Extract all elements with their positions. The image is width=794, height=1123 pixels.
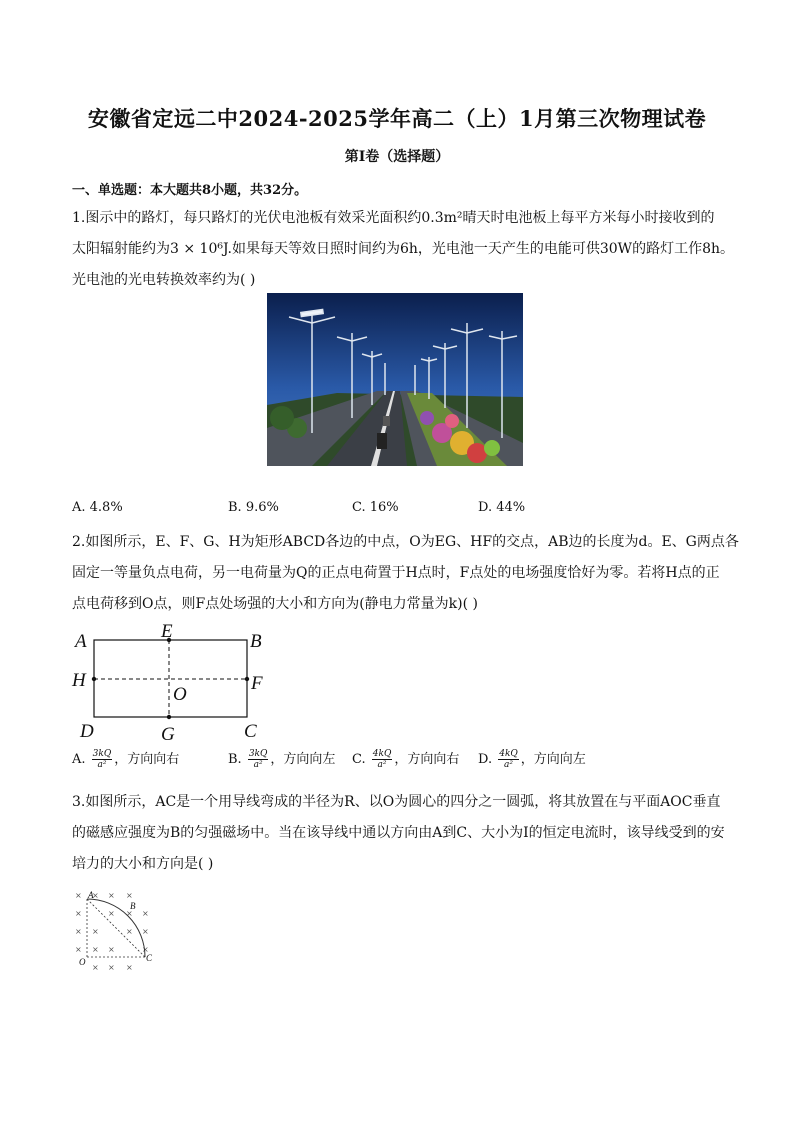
svg-text:×: × [75,909,82,918]
svg-text:×: × [108,909,115,918]
q2-line-1: 2.如图所示，E、F、G、H为矩形ABCD各边的中点，O为EG、HF的交点，AB边的长度为d。E、G两点各 [72,534,739,550]
label-o: O [79,957,86,967]
svg-text:×: × [126,927,133,936]
q2-line-3: 点电荷移到O点，则F点处场强的大小和方向为(静电力常量为k)( ) [72,596,478,612]
svg-text:×: × [92,945,99,954]
q1-line-2: 太阳辐射能约为3 × 10⁶J.如果每天等效日照时间约为6h，光电池一天产生的电能可供30W的路灯工作8h。 [72,241,734,257]
q1-line-1: 1.图示中的路灯，每只路灯的光伏电池板有效采光面积约0.3m²晴天时电池板上每平方米每小时接收到的 [72,210,715,226]
label-b: B [250,631,262,652]
svg-text:×: × [108,945,115,954]
q2-line-2: 固定一等量负点电荷，另一电荷量为Q的正点电荷置于H点时，F点处的电场强度恰好为零。若将H点的正 [72,565,720,581]
fraction: $\frac{4kQ}{\text{a²}}$ [499,749,518,770]
svg-text:×: × [126,891,133,900]
label-f: F [251,673,263,694]
q1-option-c[interactable]: C. 16% [352,500,399,515]
svg-text:×: × [92,891,99,900]
label-c: C [244,721,257,742]
page-subtitle: 第I卷（选择题） [344,149,450,165]
svg-text:×: × [75,945,82,954]
q1-option-d[interactable]: D. 44% [478,500,526,515]
svg-text:×: × [126,963,133,972]
q3-line-3: 培力的大小和方向是( ) [72,856,214,872]
q1-option-b[interactable]: B. 9.6% [228,500,279,515]
q1-option-a[interactable]: A. 4.8% [72,500,123,515]
q2-option-b[interactable]: B. $\frac{3kQ}{\text{a²}}$ ，方向向左 [228,749,336,770]
svg-text:×: × [92,963,99,972]
section-heading: 一、单选题：本大题共8小题，共32分。 [72,183,308,198]
quarter-arc-magnetic-field-diagram [70,886,160,972]
page-title: 安徽省定远二中2024-2025学年高二（上）1月第三次物理试卷 [87,106,707,131]
label-d: D [80,721,94,742]
q2-option-a[interactable]: A. $\frac{3kQ}{\text{a²}}$ ，方向向右 [72,749,180,770]
field-cross-marks [75,891,149,972]
street-lights-photo [267,293,523,466]
svg-text:×: × [142,945,149,954]
fraction: $\frac{3kQ}{\text{a²}}$ [92,749,112,770]
label-a: A [88,890,94,900]
svg-text:×: × [75,891,82,900]
q2-option-d[interactable]: D. $\frac{4kQ}{\text{a²}}$ ，方向向左 [478,749,586,770]
svg-text:×: × [75,927,82,936]
svg-text:×: × [108,963,115,972]
svg-text:×: × [126,909,133,918]
label-e: E [161,621,173,642]
svg-text:×: × [92,927,99,936]
svg-text:×: × [142,909,149,918]
label-a: A [75,631,87,652]
q3-line-1: 3.如图所示，AC是一个用导线弯成的半径为R、以O为圆心的四分之一圆弧，将其放置在与平面AOC垂直 [72,794,721,810]
svg-text:×: × [142,927,149,936]
q2-option-c[interactable]: C. $\frac{4kQ}{\text{a²}}$ ，方向向右 [352,749,460,770]
label-o: O [173,684,187,705]
label-g: G [161,724,175,745]
label-b: B [130,901,136,911]
label-h: H [72,670,86,691]
label-c: C [146,953,153,963]
fraction: $\frac{4kQ}{\text{a²}}$ [372,749,392,770]
q1-line-3: 光电池的光电转换效率约为( ) [72,272,256,288]
fraction: $\frac{3kQ}{\text{a²}}$ [248,749,268,770]
q3-line-2: 的磁感应强度为B的匀强磁场中。当在该导线中通以方向由A到C、大小为I的恒定电流时，该导线受到的安 [72,825,725,841]
rectangle-abcd-diagram [70,615,280,745]
svg-text:×: × [108,891,115,900]
